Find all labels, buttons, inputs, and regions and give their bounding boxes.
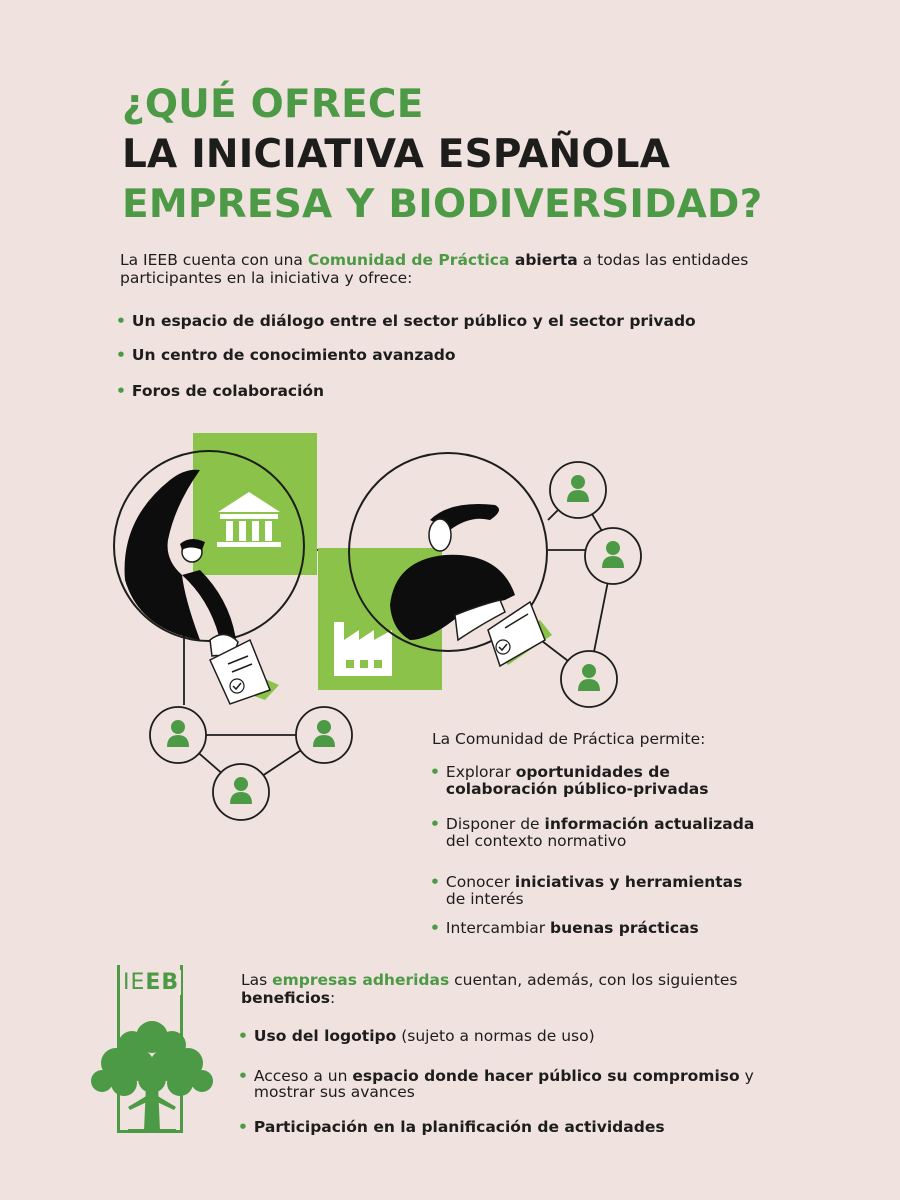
- intro-highlight: Comunidad de Práctica: [307, 251, 510, 269]
- title-line-1: ¿QUÉ OFRECE: [122, 82, 424, 127]
- item-bold-line2: colaboración público-privadas: [445, 780, 709, 798]
- bullet-icon: •: [238, 1027, 248, 1045]
- bullet-icon: •: [238, 1118, 248, 1136]
- item-text-line2: de interés: [445, 890, 524, 908]
- item-text: (sujeto a normas de uso): [396, 1027, 595, 1045]
- list-item: [238, 1119, 665, 1135]
- intro-text-2: a todas las entidades participantes en la iniciativa y ofrece:: [120, 251, 749, 287]
- list-item-text: [446, 874, 742, 908]
- list-item: [116, 312, 696, 332]
- item-bold: iniciativas y herramientas: [514, 873, 743, 891]
- benefits-text: Las: [241, 971, 273, 989]
- item-bold: oportunidades de: [515, 763, 670, 781]
- item-bold: Uso del logotipo: [253, 1027, 397, 1045]
- offer-label: Foros de colaboración: [131, 382, 325, 400]
- bullet-icon: •: [116, 382, 126, 400]
- list-item: [430, 874, 742, 908]
- item-bold: espacio donde hacer público su compromiso: [352, 1067, 740, 1085]
- benefits-bold: beneficios: [241, 989, 331, 1007]
- permite-heading: La Comunidad de Práctica permite:: [432, 730, 706, 748]
- item-text: Intercambiar: [445, 919, 551, 937]
- bullet-icon: •: [430, 873, 440, 891]
- logo-ie: IE: [123, 970, 146, 995]
- list-item: [430, 816, 754, 850]
- list-item: [238, 1028, 595, 1044]
- intro-paragraph: [120, 251, 780, 287]
- item-bold: información actualizada: [544, 815, 755, 833]
- item-text: Disponer de: [445, 815, 545, 833]
- bullet-icon: •: [430, 815, 440, 833]
- list-item-text: [446, 816, 754, 850]
- list-item-text: [446, 920, 699, 937]
- item-text: Conocer: [445, 873, 515, 891]
- list-item-text: [254, 1068, 754, 1100]
- bullet-icon: •: [116, 312, 126, 330]
- bullet-icon: •: [430, 919, 440, 937]
- page-title: [122, 80, 762, 230]
- bullet-icon: •: [238, 1067, 248, 1085]
- benefits-colon: :: [330, 989, 336, 1007]
- list-item: [430, 920, 699, 937]
- benefits-highlight: empresas adheridas: [272, 971, 450, 989]
- person-right-figure: [390, 504, 515, 640]
- item-bold: buenas prácticas: [550, 919, 699, 937]
- item-text-2: y: [739, 1067, 754, 1085]
- list-item-text: [254, 1119, 665, 1135]
- benefits-text-2: cuentan, además, con los siguientes: [449, 971, 738, 989]
- bullet-icon: •: [116, 346, 126, 364]
- list-item-text: [254, 1028, 595, 1044]
- list-item: [238, 1068, 754, 1100]
- list-item-text: [446, 764, 709, 798]
- logo-eb: EB: [145, 970, 180, 995]
- item-text-line2: del contexto normativo: [445, 832, 627, 850]
- ieeb-logo: [121, 970, 181, 995]
- intro-text: La IEEB cuenta con una: [120, 251, 308, 269]
- title-line-2: LA INICIATIVA ESPAÑOLA: [122, 132, 671, 177]
- intro-bold: abierta: [509, 251, 578, 269]
- item-text-line2: mostrar sus avances: [253, 1083, 415, 1101]
- benefits-heading: [241, 971, 781, 1007]
- title-line-3: EMPRESA Y BIODIVERSIDAD?: [122, 182, 763, 227]
- item-bold: Participación en la planificación de actividades: [253, 1118, 665, 1136]
- item-text: Acceso a un: [253, 1067, 353, 1085]
- tree-icon: [88, 1015, 216, 1135]
- bullet-icon: •: [430, 763, 440, 781]
- list-item: [430, 764, 708, 798]
- offer-label: Un centro de conocimiento avanzado: [131, 346, 456, 364]
- list-item: [116, 382, 324, 402]
- offer-label: Un espacio de diálogo entre el sector público y el sector privado: [131, 312, 696, 330]
- item-text: Explorar: [445, 763, 516, 781]
- list-item: [116, 346, 456, 366]
